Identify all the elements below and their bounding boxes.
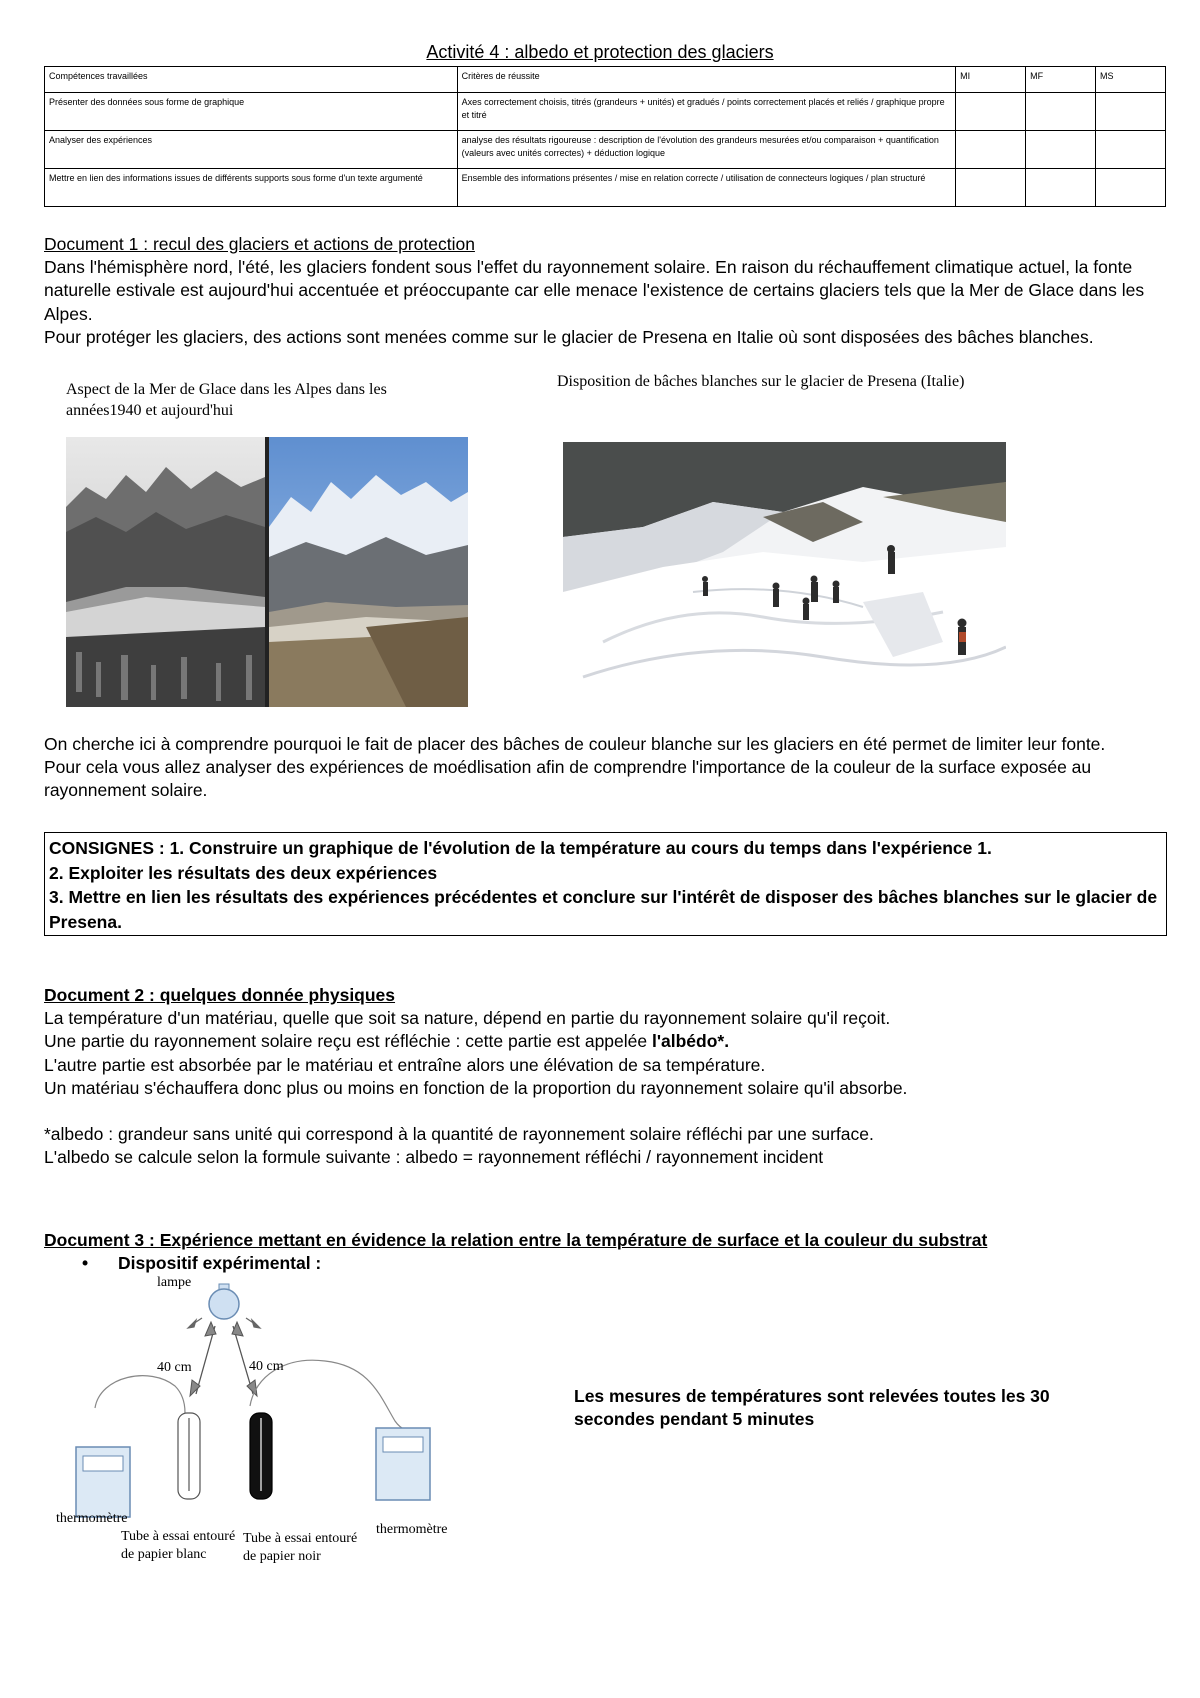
- doc1-heading: Document 1 : recul des glaciers et actions de protection: [44, 234, 475, 254]
- caption-mer-de-glace: Aspect de la Mer de Glace dans les Alpes dans les années1940 et aujourd'hui: [66, 381, 387, 419]
- doc1-section: [44, 233, 1164, 349]
- doc2-line: [44, 1030, 1164, 1053]
- doc2-line: Un matériau s'échauffera donc plus ou moins en fonction de la proportion du rayonnement solaire qu'il absorbe.: [44, 1077, 908, 1098]
- intro-paragraph: Pour cela vous allez analyser des expériences de moédlisation afin de comprendre l'importance de la couleur de la surface exposée au rayonnement solaire.: [44, 757, 1092, 801]
- black-tube-label: Tube à essai entouré de papier noir: [243, 1531, 358, 1564]
- left-wire: [95, 1376, 185, 1436]
- right-thermometer-icon: [376, 1428, 430, 1500]
- table-header-cell: Compétences travaillées: [45, 67, 458, 93]
- presena-image: [563, 442, 1006, 706]
- table-cell[interactable]: [1096, 131, 1166, 169]
- doc2-line-text: Une partie du rayonnement solaire reçu est réfléchie : cette partie est appelée: [44, 1031, 652, 1052]
- mer-de-glace-image: [66, 437, 468, 707]
- table-cell[interactable]: [1096, 93, 1166, 131]
- table-header-cell: MS: [1096, 67, 1166, 93]
- thermometer-label-left: thermomètre: [56, 1511, 128, 1526]
- doc3-heading: Document 3 : Expérience mettant en évidence la relation entre la température de surface et la couleur du substrat: [44, 1230, 988, 1250]
- intro-section: [44, 733, 1164, 803]
- caption-presena: Disposition de bâches blanches sur le glacier de Presena (Italie): [557, 373, 965, 390]
- consigne-line: CONSIGNES : 1. Construire un graphique de l'évolution de la température au cours du temps dans l'expérience 1.: [49, 838, 992, 858]
- table-cell: Analyser des expériences: [45, 131, 458, 169]
- photo-presena: [563, 442, 1006, 706]
- consigne-line: 2. Exploiter les résultats des deux expériences: [49, 862, 438, 883]
- table-row: [45, 169, 1166, 207]
- albedo-term: l'albédo*.: [652, 1031, 730, 1052]
- arrow-head-icon: [232, 1322, 243, 1336]
- table-header-cell: MI: [956, 67, 1026, 93]
- intro-paragraph: On cherche ici à comprendre pourquoi le fait de placer des bâches de couleur blanche sur les glaciers en été permet de limiter leur fonte.: [44, 734, 1106, 754]
- table-cell: Présenter des données sous forme de graphique: [45, 93, 458, 131]
- doc1-paragraph: Dans l'hémisphère nord, l'été, les glaciers fondent sous l'effet du rayonnement solaire. En raison du réchauffement climatique actuel, la fonte naturelle estivale est aujourd'hui accentuée et préoccupante car elle menace l'existence de certains glaciers tels que la Mer de Glace dans les Alpes.: [44, 257, 1145, 324]
- table-cell[interactable]: [1026, 131, 1096, 169]
- consignes-box: [44, 832, 1167, 936]
- doc3-bullet: [44, 1252, 1164, 1275]
- distance-label-right: 40 cm: [249, 1359, 284, 1374]
- table-cell[interactable]: [1096, 169, 1166, 207]
- lamp-icon: [209, 1284, 239, 1319]
- albedo-definition: *albedo : grandeur sans unité qui correspond à la quantité de rayonnement solaire réfléchi par une surface.: [44, 1124, 874, 1145]
- competences-table: [44, 66, 1166, 207]
- bullet-icon: •: [82, 1253, 89, 1274]
- doc2-line: La température d'un matériau, quelle que soit sa nature, dépend en partie du rayonnement solaire qu'il reçoit.: [44, 1008, 891, 1029]
- table-cell[interactable]: [956, 131, 1026, 169]
- consigne-line: 3. Mettre en lien les résultats des expériences précédentes et conclure sur l'intérêt de disposer des bâches blanches sur le glacier de Presena.: [49, 887, 1158, 932]
- doc2-line: L'autre partie est absorbée par le matériau et entraîne alors une élévation de sa température.: [44, 1054, 766, 1075]
- table-cell: Mettre en lien des informations issues de différents supports sous forme d'un texte argumenté: [45, 169, 458, 207]
- table-cell: analyse des résultats rigoureuse : description de l'évolution des grandeurs mesurées et/ou comparaison + quantification (valeurs avec unités correctes) + déduction logique: [457, 131, 956, 169]
- measures-note: Les mesures de températures sont relevées toutes les 30 secondes pendant 5 minutes: [574, 1386, 1050, 1429]
- arrow-head-icon: [190, 1380, 200, 1396]
- table-cell[interactable]: [956, 93, 1026, 131]
- doc2-section: [44, 984, 1164, 1169]
- lamp-label: lampe: [157, 1275, 192, 1290]
- arrow-head-icon: [247, 1380, 257, 1396]
- photo-mer-de-glace: [66, 437, 468, 707]
- table-cell[interactable]: [1026, 169, 1096, 207]
- left-thermometer-icon: [76, 1447, 130, 1517]
- table-cell[interactable]: [1026, 93, 1096, 131]
- white-tube: [178, 1413, 200, 1499]
- spacer: [44, 1100, 1164, 1123]
- doc3-section: [44, 1229, 1164, 1275]
- albedo-formula: L'albedo se calcule selon la formule suivante : albedo = rayonnement réfléchi / rayonnement incident: [44, 1147, 824, 1168]
- doc2-heading: Document 2 : quelques donnée physiques: [44, 985, 396, 1005]
- doc1-paragraph: Pour protéger les glaciers, des actions sont menées comme sur le glacier de Presena en Italie où sont disposées des bâches blanches.: [44, 326, 1094, 347]
- table-cell[interactable]: [956, 169, 1026, 207]
- bullet-text: Dispositif expérimental :: [118, 1253, 322, 1274]
- table-cell: Ensemble des informations présentes / mise en relation correcte / utilisation de connecteurs logiques / plan structuré: [457, 169, 956, 207]
- table-header-row: [45, 67, 1166, 93]
- table-cell: Axes correctement choisis, titrés (grandeurs + unités) et gradués / points correctement placés et reliés / graphique propre et titré: [457, 93, 956, 131]
- distance-label-left: 40 cm: [157, 1360, 192, 1375]
- table-header-cell: MF: [1026, 67, 1096, 93]
- black-tube: [250, 1413, 272, 1499]
- table-header-cell: Critères de réussite: [457, 67, 956, 93]
- arrow-head-icon: [205, 1322, 216, 1336]
- table-row: [45, 131, 1166, 169]
- white-tube-label: Tube à essai entouré de papier blanc: [121, 1529, 236, 1562]
- thermometer-label-right: thermomètre: [376, 1522, 448, 1537]
- page-title: Activité 4 : albedo et protection des glaciers: [426, 42, 774, 62]
- table-row: [45, 93, 1166, 131]
- experiment-diagram: [50, 1276, 520, 1606]
